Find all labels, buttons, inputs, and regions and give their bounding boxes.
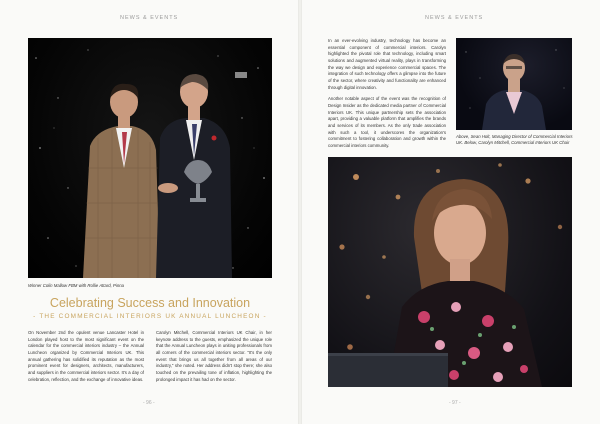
- article-subheadline: - THE COMMERCIAL INTERIORS UK ANNUAL LUNCHEON -: [33, 313, 267, 320]
- section-header: NEWS & EVENTS: [425, 15, 484, 21]
- body-paragraph: Another notable aspect of the event was the recognition of Design Insider as the dedicated media partner of Commercial Interiors UK. This unique partnership sets the association apart, providing a valuable platform that amplifies the brands and services of its members. As the only trade association with such a tool, it underscores the organization's commitment to fostering collaboration and growth within the commercial interiors community.: [328, 96, 446, 148]
- speaker-photo: [456, 38, 572, 130]
- photo-caption: Above, Sean Holt, Managing Director of Commercial Interiors UK. Below, Carolyn Mitchell, Commercial Interiors UK Chair: [456, 134, 573, 146]
- award-photo: [28, 38, 272, 278]
- body-column-2: Carolyn Mitchell, Commercial Interiors UK Chair, in her keynote address to the guests, emphasized the unique role that the Annual Luncheon plays in uniting professionals from all corners of the commercial interiors sector. "It's the only event that brings us all together from all areas of our industry," she noted. Her address didn't stop there; she also touched on the prevailing tone of inflation, highlighting the prolonged impact it has had on the sector.: [156, 330, 272, 382]
- chair-speech-illustration: [328, 157, 572, 387]
- body-paragraph: In an ever-evolving industry, technology has become an essential component of commercial interiors. Carolyn highlighted the pivotal role that technology, including smart solutions and augmented virtual reality, plays in transforming the way we design and experience commercial spaces. The integration of such technology offers a glimpse into the future of the sector, where creativity and functionality are enhanced through digital innovation.: [328, 38, 446, 90]
- body-column-1: On November 2nd the opulent venue Lancaster Hotel in London played host to the most significant event on the calendar for the commercial interiors industry – the Annual Luncheon organized by Commercial Interiors UK. This annual gathering has solidified its reputation as the most prominent event for designers, architects, manufacturers, and suppliers in the commercial interiors sector. It's a day of celebration, reflection, and the exchange of innovative ideas.: [28, 330, 144, 382]
- photo-caption: Winner Colin Mallow FBM with Rollie Attard, Pinna: [28, 283, 125, 288]
- body-column-3: [328, 38, 446, 155]
- article-headline: Celebrating Success and Innovation: [49, 296, 251, 310]
- chair-speech-photo: [328, 157, 572, 387]
- section-header: NEWS & EVENTS: [120, 15, 179, 21]
- page-number: - 97 -: [449, 400, 461, 406]
- award-photo-illustration: [28, 38, 272, 278]
- speaker-photo-illustration: [456, 38, 572, 130]
- page-number: - 96 -: [143, 400, 155, 406]
